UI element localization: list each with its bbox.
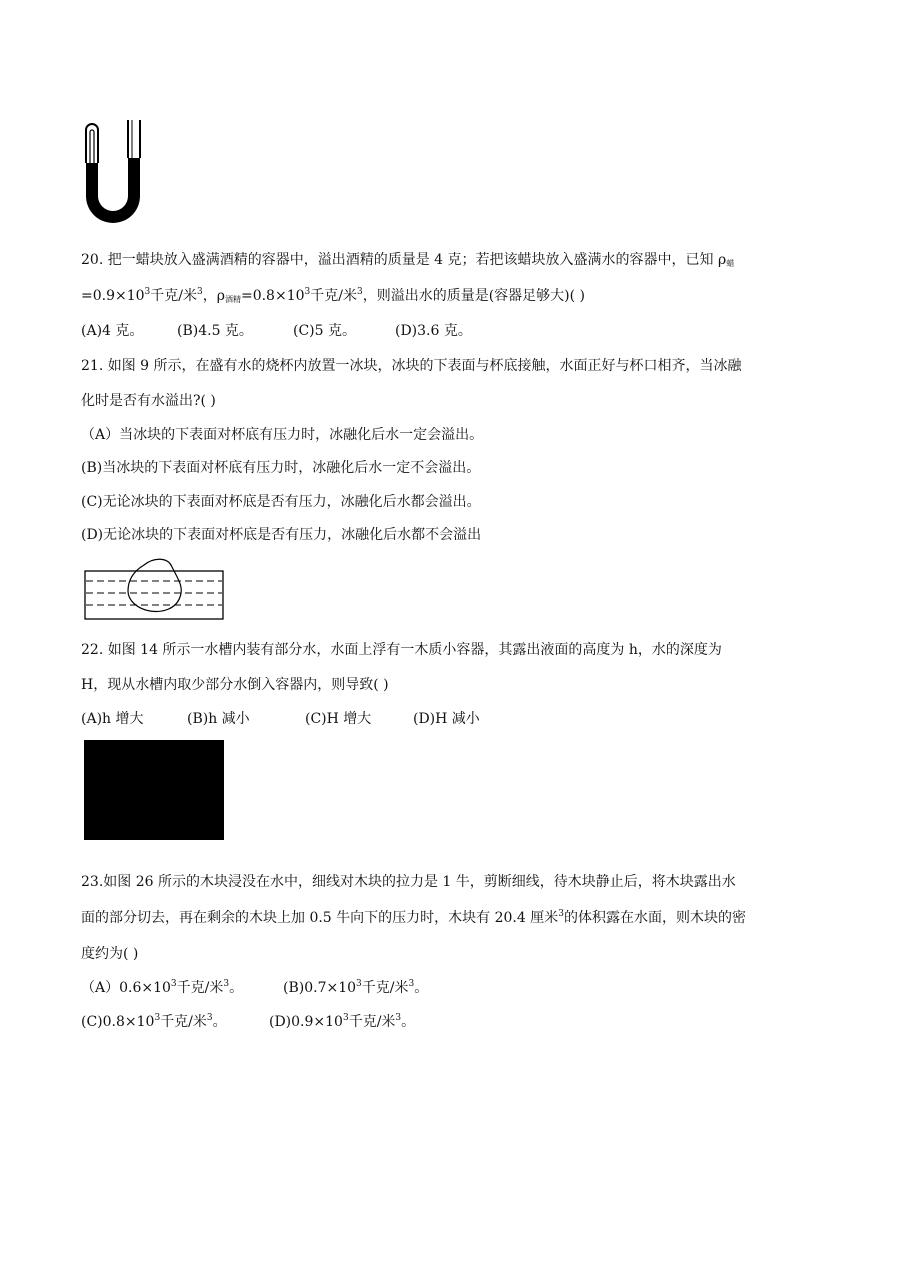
q23-line3: 度约为( )	[81, 946, 139, 962]
q20-option-b: (B)4.5 克。	[177, 323, 253, 339]
q21-option-c: (C)无论冰块的下表面对杯底是否有压力，冰融化后水都会溢出。	[81, 494, 481, 510]
q20-line2: $=0.9\times 10^3$千克/米$^3$，$\rho_{酒精}=0.8\times 10^3$千克/米$^3$，则溢出水的质量是(容器足够大)( )	[81, 287, 586, 304]
q23-option-a: $(A)0.6\times 10^3$千克/米$^3$。	[81, 979, 244, 996]
q22-option-c: (C)H 增大	[305, 711, 372, 727]
q23-option-c: $(C)0.8\times 10^3$千克/米$^3$。	[81, 1013, 227, 1030]
q20-line1: 20. 把一蜡块放入盛满酒精的容器中，溢出酒精的质量是 4 克；若把该蜡块放入盛满水的容器中，已知 $\rho_蜡$	[81, 252, 735, 268]
q21-option-a: （A）当冰块的下表面对杯底有压力时，冰融化后水一定会溢出。	[81, 427, 484, 443]
q22-line2: H，现从水槽内取少部分水倒入容器内，则导致( )	[81, 677, 389, 693]
q23-option-d: $(D)0.9\times 10^3$千克/米$^3$。	[269, 1013, 416, 1030]
q23-line1: 23.如图 26 所示的木块浸没在水中，细线对木块的拉力是 1 牛，剪断细线，待木块静止后，将木块露出水	[81, 874, 736, 890]
q23-option-b: $(B)0.7\times 10^3$千克/米$^3$。	[283, 979, 429, 996]
q23-options-ab	[81, 978, 428, 998]
q20-option-c: (C)5 克。	[293, 323, 356, 339]
q22-options	[81, 709, 480, 729]
q21-option-d: (D)无论冰块的下表面对杯底是否有压力，冰融化后水都不会溢出	[81, 527, 482, 543]
ice-beaker-figure	[84, 557, 226, 621]
figure-image	[84, 740, 224, 840]
q21-option-b: (B)当冰块的下表面对杯底有压力时，冰融化后水一定不会溢出。	[81, 460, 481, 476]
q21-line2: 化时是否有水溢出?( )	[81, 393, 216, 409]
q20-option-a: (A)4 克。	[81, 323, 144, 339]
q22-option-b: (B)h 减小	[187, 711, 250, 727]
u-tube-figure	[82, 118, 144, 230]
q22-option-d: (D)H 减小	[413, 711, 480, 727]
q23-options-cd	[81, 1012, 415, 1032]
q21-line1: 21. 如图 9 所示，在盛有水的烧杯内放置一冰块，冰块的下表面与杯底接触，水面正好与杯口相齐，当冰融	[81, 358, 742, 374]
q20-option-d: (D)3.6 克。	[395, 323, 472, 339]
q22-option-a: (A)h 增大	[81, 711, 144, 727]
q20-options	[81, 321, 472, 341]
q23-line2: 面的部分切去，再在剩余的木块上加 0.5 牛向下的压力时，木块有 20.4 厘米$^3$的体积露在水面，则木块的密	[81, 909, 746, 926]
q22-line1: 22. 如图 14 所示一水槽内装有部分水，水面上浮有一木质小容器，其露出液面的高度为 h，水的深度为	[81, 642, 722, 658]
